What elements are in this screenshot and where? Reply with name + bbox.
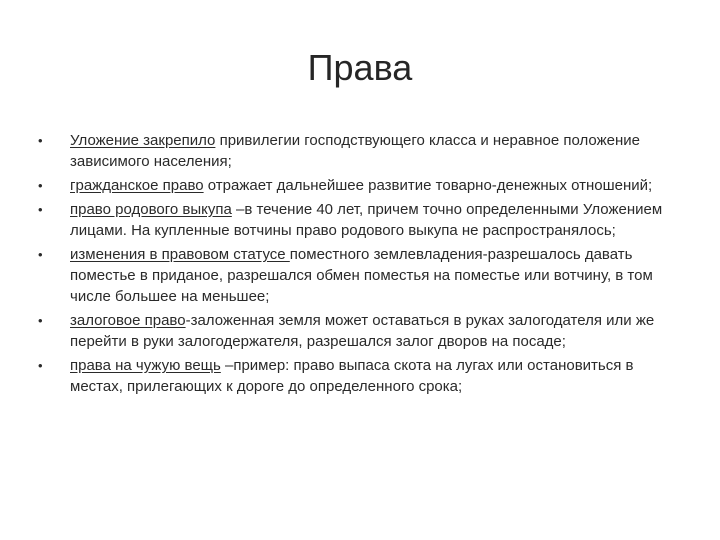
bullet-icon: •	[38, 313, 43, 328]
list-item	[38, 199, 678, 241]
slide-title: Права	[307, 47, 413, 88]
item-text: поместного землевладения-разрешалось давать поместье в приданое, разрешался обмен поместья на поместье или вотчину, в том числе большее на меньшее;	[70, 246, 653, 305]
bullet-list	[38, 130, 678, 400]
list-item	[38, 130, 678, 172]
bullet-icon: •	[38, 178, 43, 193]
list-item	[38, 244, 678, 307]
item-term: право родового выкупа	[70, 201, 232, 218]
item-text: -заложенная земля может оставаться в руках залогодателя или же перейти в руки залогодержателя, разрешался залог дворов на посаде;	[70, 312, 655, 350]
item-text: –пример: право выпаса скота на лугах или остановиться в местах, прилегающих к дороге до определенного срока;	[70, 357, 634, 395]
list-item	[38, 310, 678, 352]
list-item	[38, 175, 678, 196]
bullet-icon: •	[38, 358, 43, 373]
item-term: залоговое право	[70, 312, 186, 329]
bullet-icon: •	[38, 247, 43, 262]
item-text: привилегии господствующего класса и неравное положение зависимого населения;	[70, 132, 640, 170]
list-item	[38, 355, 678, 397]
item-text: отражает дальнейшее развитие товарно-денежных отношений;	[203, 177, 653, 194]
item-term: гражданское право	[70, 177, 204, 194]
item-term: Уложение закрепило	[70, 132, 216, 149]
item-term: изменения в правовом статусе	[70, 246, 290, 263]
bullet-icon: •	[38, 202, 43, 217]
item-text: –в течение 40 лет, причем точно определенными Уложением лицами. На купленные вотчины право родового выкупа не распространялось;	[70, 201, 663, 239]
item-term: права на чужую вещь	[70, 357, 221, 374]
bullet-icon: •	[38, 133, 43, 148]
